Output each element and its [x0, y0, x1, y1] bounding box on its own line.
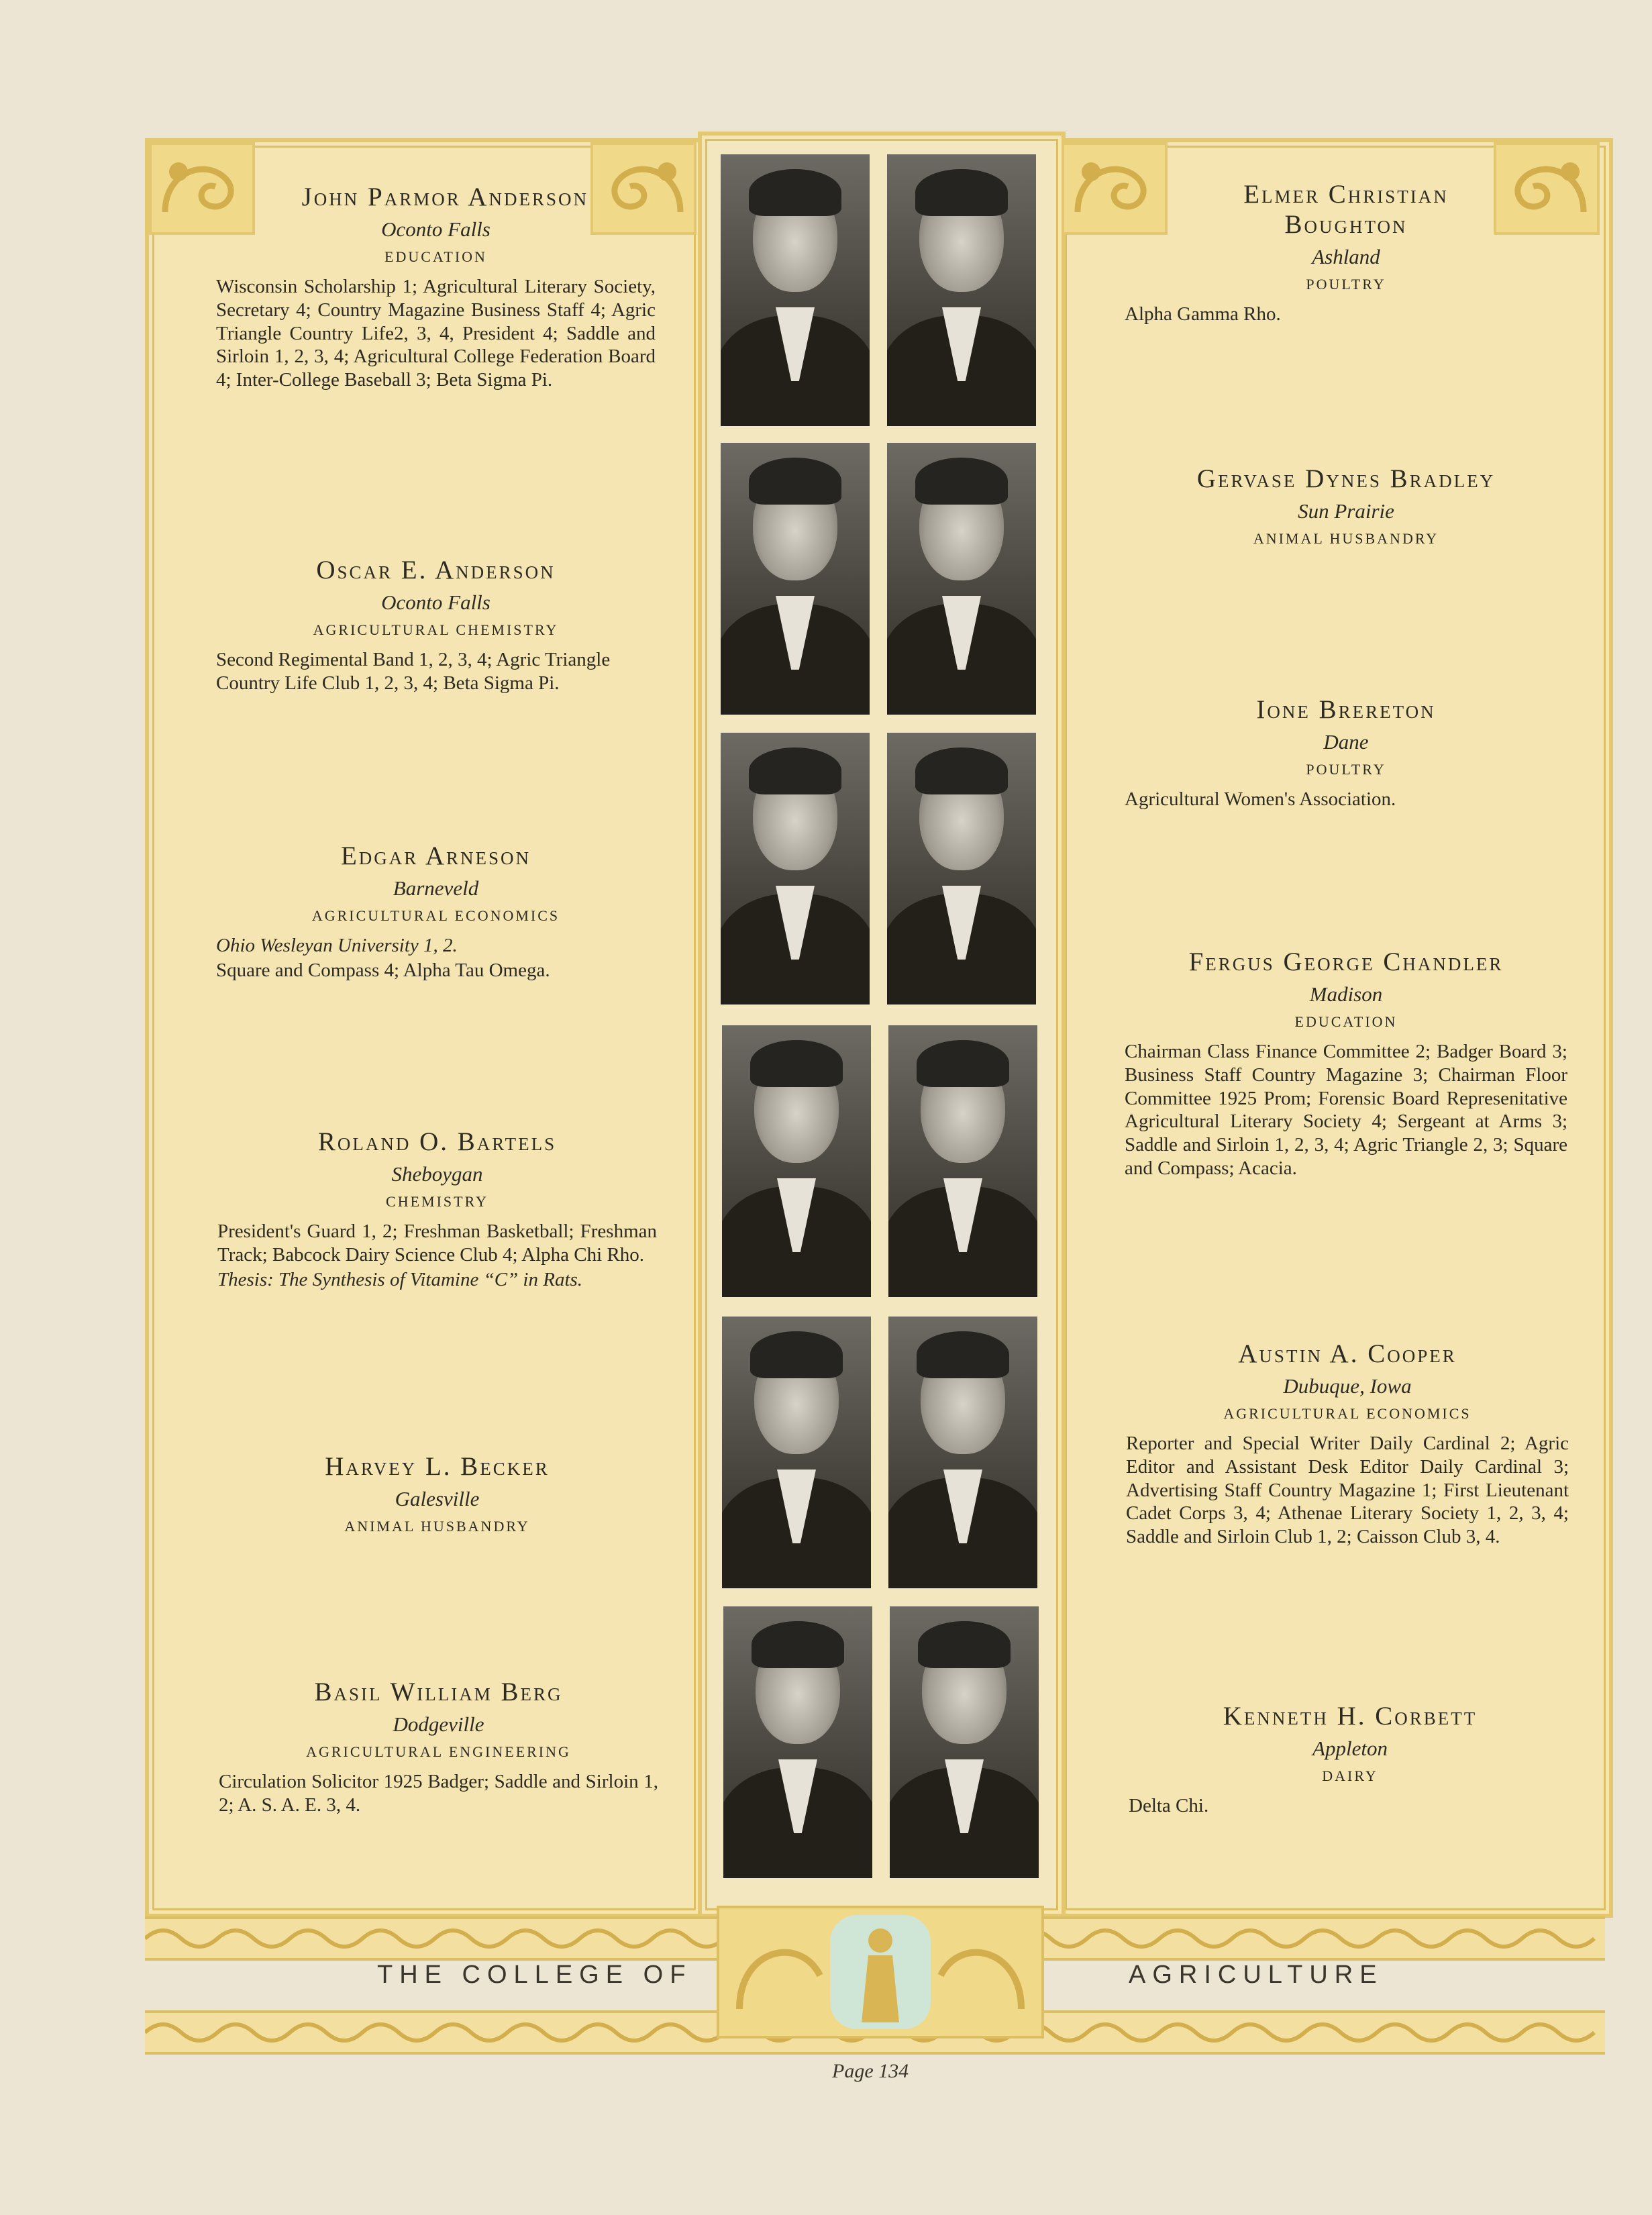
student-department: CHEMISTRY: [386, 1193, 488, 1210]
student-entry: [1125, 180, 1567, 326]
student-portrait: [890, 1606, 1039, 1878]
student-name: Harvey L. Becker: [325, 1452, 550, 1481]
student-entry: [1125, 947, 1567, 1180]
student-department: POULTRY: [1306, 761, 1386, 778]
student-portrait: [721, 733, 870, 1005]
student-prior-school: Ohio Wesleyan University 1, 2.: [216, 935, 458, 957]
student-town: Dubuque, Iowa: [1283, 1374, 1412, 1398]
student-portrait: [887, 154, 1036, 426]
student-activities: Circulation Solicitor 1925 Badger; Saddle and Sirloin 1, 2; A. S. A. E. 3, 4.: [219, 1771, 658, 1816]
student-town: Appleton: [1312, 1736, 1388, 1760]
student-department: POULTRY: [1306, 275, 1386, 293]
student-entry: [217, 1127, 657, 1291]
student-department: AGRICULTURAL ECONOMICS: [311, 907, 560, 925]
student-name: Fergus George Chandler: [1188, 947, 1504, 976]
student-entry: [217, 1452, 657, 1535]
student-entry: [1125, 464, 1567, 548]
student-portrait: [888, 1317, 1037, 1588]
student-entry: [216, 841, 656, 982]
student-entry: [219, 1678, 658, 1817]
student-name: Kenneth H. Corbett: [1223, 1702, 1478, 1731]
student-department: ANIMAL HUSBANDRY: [344, 1518, 530, 1535]
student-thesis: Thesis: The Synthesis of Vitamine “C” in Rats.: [217, 1268, 583, 1290]
student-name: Oscar E. Anderson: [316, 556, 556, 584]
student-entry: [216, 556, 656, 695]
student-activities: Alpha Gamma Rho.: [1125, 303, 1281, 325]
student-activities: Reporter and Special Writer Daily Cardinal 2; Agric Editor and Assistant Desk Editor Daily Cardinal 3; Advertising Staff Country Magazine 1; First Lieutenant Cadet Corps 3, 4; Athenae Literary Society 1, 2, 3, 4; Saddle and Sirloin Club 1, 2; Caisson Club 3, 4.: [1126, 1433, 1569, 1548]
student-portrait: [887, 733, 1036, 1005]
student-town: Barneveld: [393, 876, 479, 900]
student-department: DAIRY: [1322, 1767, 1378, 1785]
student-portrait: [888, 1025, 1037, 1297]
student-town: Galesville: [395, 1486, 480, 1510]
footer-left-title: THE COLLEGE OF: [377, 1961, 692, 1989]
student-portrait: [723, 1606, 872, 1878]
footer-right-title: AGRICULTURE: [1129, 1961, 1384, 1989]
student-entry: [1126, 1339, 1569, 1549]
student-entry: [1125, 695, 1567, 811]
student-department: EDUCATION: [1294, 1013, 1398, 1031]
student-town: Oconto Falls: [381, 590, 491, 614]
student-department: ANIMAL HUSBANDRY: [1253, 530, 1439, 548]
student-activities: Second Regimental Band 1, 2, 3, 4; Agric Triangle Country Life Club 1, 2, 3, 4; Beta Sigma Pi.: [216, 649, 611, 694]
student-portrait: [721, 443, 870, 715]
student-department: AGRICULTURAL ECONOMICS: [1223, 1405, 1472, 1423]
student-town: Dodgeville: [393, 1712, 484, 1736]
student-entry: [1129, 1702, 1571, 1818]
student-portrait: [887, 443, 1036, 715]
student-name: Gervase Dynes Bradley: [1196, 464, 1496, 493]
student-town: Ashland: [1312, 244, 1380, 268]
student-name: Ione Brereton: [1256, 695, 1436, 724]
student-town: Oconto Falls: [381, 217, 491, 241]
student-activities: Square and Compass 4; Alpha Tau Omega.: [216, 959, 550, 981]
student-name: John Parmor Anderson: [301, 183, 588, 211]
statue-emblem-icon: [717, 1906, 1044, 2039]
student-portrait: [722, 1317, 871, 1588]
student-activities: Agricultural Women's Association.: [1125, 788, 1396, 811]
student-activities: Delta Chi.: [1129, 1795, 1209, 1817]
student-town: Madison: [1309, 982, 1383, 1006]
left-text-panel: [145, 138, 703, 1918]
student-name: Roland O. Bartels: [317, 1127, 557, 1156]
student-name: Edgar Arneson: [340, 841, 531, 870]
student-name: Basil William Berg: [314, 1678, 563, 1706]
student-portrait: [722, 1025, 871, 1297]
student-department: AGRICULTURAL CHEMISTRY: [313, 621, 559, 639]
student-department: AGRICULTURAL ENGINEERING: [306, 1743, 571, 1761]
student-entry: [216, 183, 656, 392]
student-name: Austin A. Cooper: [1238, 1339, 1457, 1368]
student-town: Dane: [1323, 729, 1369, 754]
student-town: Sun Prairie: [1298, 499, 1394, 523]
student-activities: Wisconsin Scholarship 1; Agricultural Literary Society, Secretary 4; Country Magazine Business Staff 4; Agric Triangle Country Life2, 3, 4, President 4; Saddle and Sirloin 1, 2, 3, 4; Agricultural College Federation Board 4; Inter-College Baseball 3; Beta Sigma Pi.: [216, 276, 656, 391]
student-activities: Chairman Class Finance Committee 2; Badger Board 3; Business Staff Country Magazine 3; Chairman Floor Committee 1925 Prom; Forensic Board Represenitative Agricultural Literary Society 4; Sergeant at Arms 3; Saddle and Sirloin 1, 2, 3, 4; Agric Triangle 2, 3; Square and Compass; Acacia.: [1125, 1041, 1567, 1180]
page-number: Page 134: [832, 2060, 909, 2082]
student-portrait: [721, 154, 870, 426]
student-department: EDUCATION: [384, 248, 487, 266]
student-name: Elmer Christian Boughton: [1243, 180, 1449, 239]
student-activities: President's Guard 1, 2; Freshman Basketball; Freshman Track; Babcock Dairy Science Club 4; Alpha Chi Rho.: [217, 1221, 657, 1266]
student-town: Sheboygan: [391, 1162, 483, 1186]
